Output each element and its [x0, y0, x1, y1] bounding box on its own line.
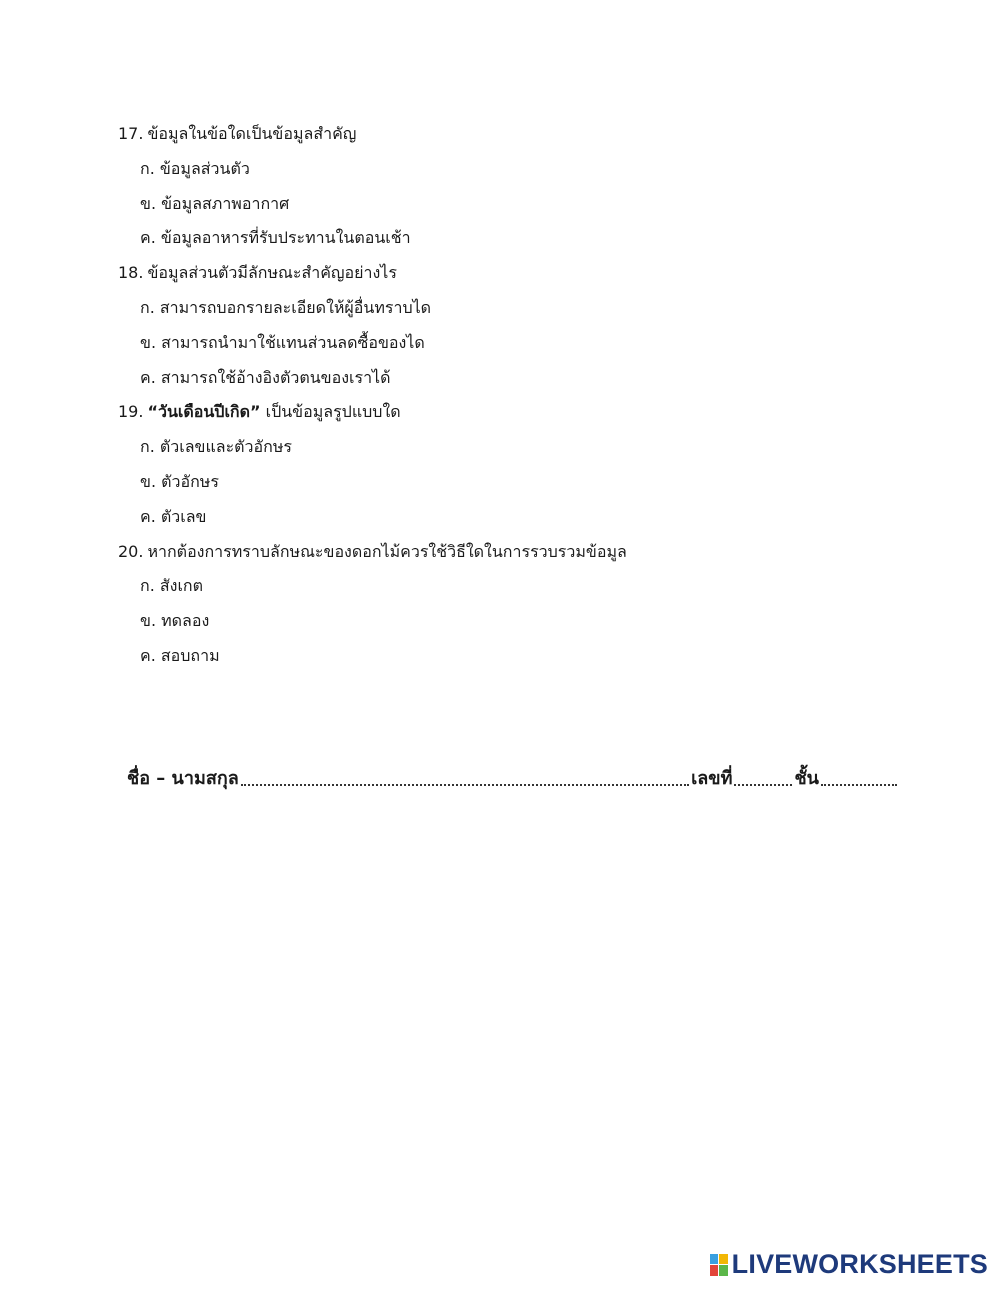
student-info-row — [127, 760, 899, 792]
option-c[interactable]: ค. ข้อมูลอาหารที่รับประทานในตอนเช้า — [140, 228, 411, 248]
option-a[interactable]: ก. สามารถบอกรายละเอียดให้ผู้อื่นทราบได — [140, 297, 432, 317]
option-b[interactable]: ข. ข้อมูลสภาพอากาศ — [140, 193, 290, 213]
option-a[interactable]: ก. ตัวเลขและตัวอักษร — [140, 437, 292, 457]
brand-name: LIVEWORKSHEETS — [731, 1249, 988, 1279]
option-c[interactable]: ค. ตัวเลข — [140, 506, 207, 526]
question-number: 19. — [118, 402, 144, 422]
question-18 — [118, 258, 838, 293]
question-text: หากต้องการทราบลักษณะของดอกไม้ควรใช้วิธีใดในการรวบรวมข้อมูล — [147, 541, 627, 561]
class-blank[interactable] — [821, 784, 897, 786]
question-text: เป็นข้อมูลรูปแบบใด — [260, 402, 401, 422]
liveworksheets-logo — [710, 1249, 988, 1280]
option-c[interactable]: ค. สอบถาม — [140, 645, 220, 665]
option-b[interactable]: ข. ตัวอักษร — [140, 471, 219, 491]
question-number: 17. — [118, 124, 144, 143]
number-label: เลขที่ — [691, 768, 733, 789]
question-19 — [118, 397, 838, 432]
number-blank[interactable] — [734, 784, 792, 786]
question-20 — [118, 537, 838, 572]
question-text: ข้อมูลส่วนตัวมีลักษณะสำคัญอย่างไร — [147, 263, 397, 283]
name-label: ชื่อ – นามสกุล — [127, 768, 239, 789]
class-label: ชั้น — [794, 768, 819, 789]
option-a[interactable]: ก. ข้อมูลส่วนตัว — [140, 158, 250, 178]
option-a[interactable]: ก. สังเกต — [140, 576, 203, 596]
option-b[interactable]: ข. ทดลอง — [140, 611, 210, 631]
option-b[interactable]: ข. สามารถนำมาใช้แทนส่วนลดซื้อของได — [140, 332, 425, 352]
question-number: 18. — [118, 263, 144, 283]
question-list — [118, 119, 838, 676]
question-emphasis: “วันเดือนปีเกิด” — [147, 402, 261, 422]
name-blank[interactable] — [241, 784, 689, 786]
liveworksheets-icon — [710, 1254, 728, 1276]
option-c[interactable]: ค. สามารถใช้อ้างอิงตัวตนของเราได้ — [140, 367, 391, 387]
question-17 — [118, 119, 838, 154]
question-text: ข้อมูลในข้อใดเป็นข้อมูลสำคัญ — [147, 124, 357, 143]
question-number: 20. — [118, 541, 144, 561]
